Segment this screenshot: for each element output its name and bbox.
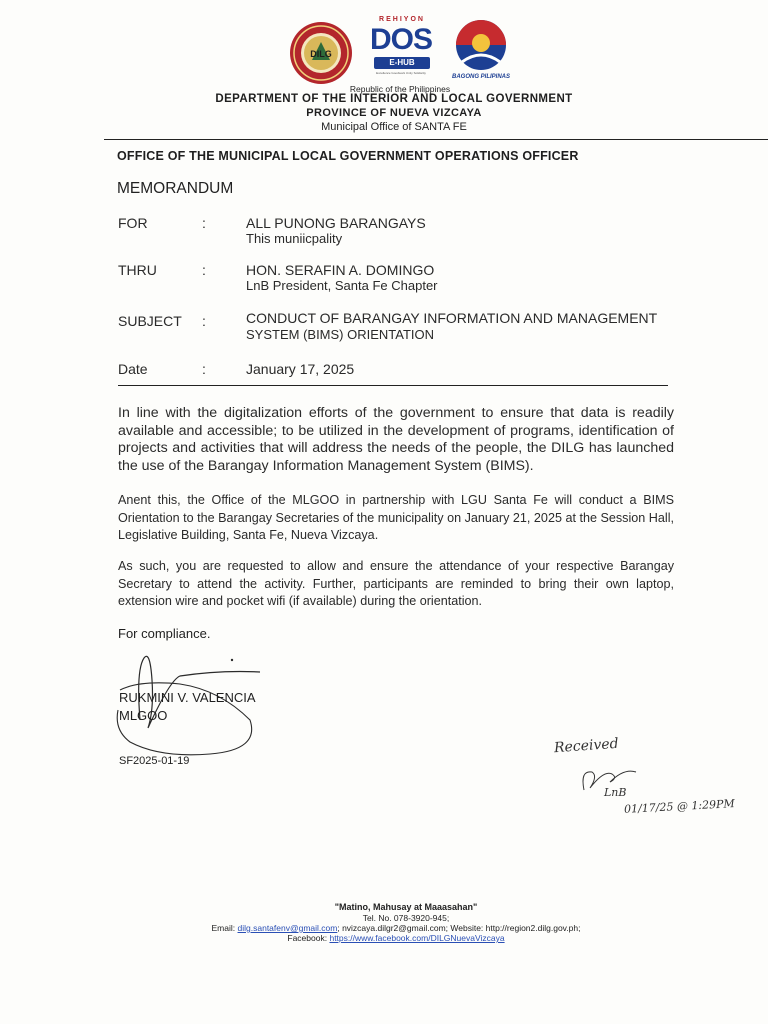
date-label: Date [118, 361, 148, 377]
memo-rule [118, 385, 668, 386]
received-handwritten: Received [553, 735, 620, 757]
body-paragraph-3: As such, you are requested to allow and ensure the attendance of your respective Barangay Secretary to attend the activity. Further, participants are reminded to bring their own laptop, extension wire and pocket wifi (if available) during the orientation. [118, 559, 674, 608]
closing-line: For compliance. [118, 626, 211, 641]
footer-facebook-label: Facebook: [287, 933, 328, 943]
footer-email-link[interactable]: dilg.santafenv@gmail.com [237, 923, 338, 933]
footer-facebook-line [12, 933, 768, 944]
colon: : [202, 262, 206, 278]
body-paragraph-2: Anent this, the Office of the MLGOO in partnership with LGU Santa Fe will conduct a BIMS Orientation to the Barangay Secretaries of the municipality on January 21, 2025 at the Session Hall, Legislative Building, Santa Fe, Nueva Vizcaya. [118, 493, 674, 542]
signatory-title: MLGOO [119, 708, 168, 723]
footer-motto: "Matino, Mahusay at Maaasahan" [334, 902, 478, 912]
received-datetime: 01/17/25 @ 1:29PM [623, 797, 736, 816]
republic-line: Republic of the Philippines [349, 84, 451, 94]
dos-text: DOS [369, 23, 432, 56]
memo-subject-row [118, 310, 678, 346]
municipal-office-line: Municipal Office of SANTA FE [321, 121, 467, 133]
province-line: PROVINCE OF NUEVA VIZCAYA [306, 107, 482, 119]
receiver-lnb: LnB [604, 786, 627, 799]
colon: : [202, 313, 206, 329]
dos-ehub-logo [364, 16, 438, 82]
reference-code: SF2025-01-19 [119, 755, 190, 767]
signatory-name: RUKMINI V. VALENCIA [119, 690, 256, 705]
for-value-1: ALL PUNONG BARANGAYS [246, 215, 426, 231]
memo-thru-row [118, 262, 678, 298]
rehiyon-text: REHIYON [379, 16, 425, 23]
footer-email-line [12, 923, 768, 934]
body-paragraph-1: In line with the digitalization efforts of the government to ensure that data is readily available and accessible; to be utilized in the development of programs, identification of projects and activities that will address the needs of the people, the DILG has launched the use of the Barangay Information Management System (BIMS). [118, 405, 674, 474]
footer-tel: Tel. No. 078-3920-945; [362, 913, 450, 923]
header-logos [288, 16, 518, 82]
memo-title: MEMORANDUM [117, 180, 234, 197]
memo-for-row [118, 215, 678, 251]
department-line: DEPARTMENT OF THE INTERIOR AND LOCAL GOVERNMENT [215, 93, 573, 105]
bagong-pilipinas-logo [448, 18, 514, 74]
for-label: FOR [118, 215, 148, 231]
footer-email-rest: ; nvizcaya.dilgr2@gmail.com; Website: http://region2.dilg.gov.ph; [337, 923, 581, 933]
dilg-seal-text: DILG [310, 49, 332, 59]
date-value: January 17, 2025 [246, 361, 355, 377]
header-rule [104, 139, 768, 140]
memo-date-row [118, 361, 678, 381]
footer-email-label: Email: [211, 923, 236, 933]
colon: : [202, 361, 206, 377]
ehub-tagline: Excellence Goodwork Unity Solidarity [376, 71, 426, 75]
thru-value-2: LnB President, Santa Fe Chapter [246, 278, 438, 293]
subject-value-1: CONDUCT OF BARANGAY INFORMATION AND MANAGEMENT [246, 310, 658, 326]
subject-value-2: SYSTEM (BIMS) ORIENTATION [246, 327, 435, 342]
ehub-text: E-HUB [374, 57, 430, 69]
bagong-pilipinas-text: BAGONG PILIPINAS [451, 74, 510, 80]
thru-value-1: HON. SERAFIN A. DOMINGO [246, 262, 435, 278]
dilg-seal-logo [288, 20, 354, 86]
footer-facebook-link[interactable]: https://www.facebook.com/DILGNuevaVizcaya [329, 933, 505, 943]
thru-label: THRU [118, 262, 157, 278]
for-value-2: This muniicpality [246, 231, 343, 246]
subject-label: SUBJECT [118, 313, 182, 329]
colon: : [202, 215, 206, 231]
office-title: OFFICE OF THE MUNICIPAL LOCAL GOVERNMENT OPERATIONS OFFICER [117, 149, 579, 163]
